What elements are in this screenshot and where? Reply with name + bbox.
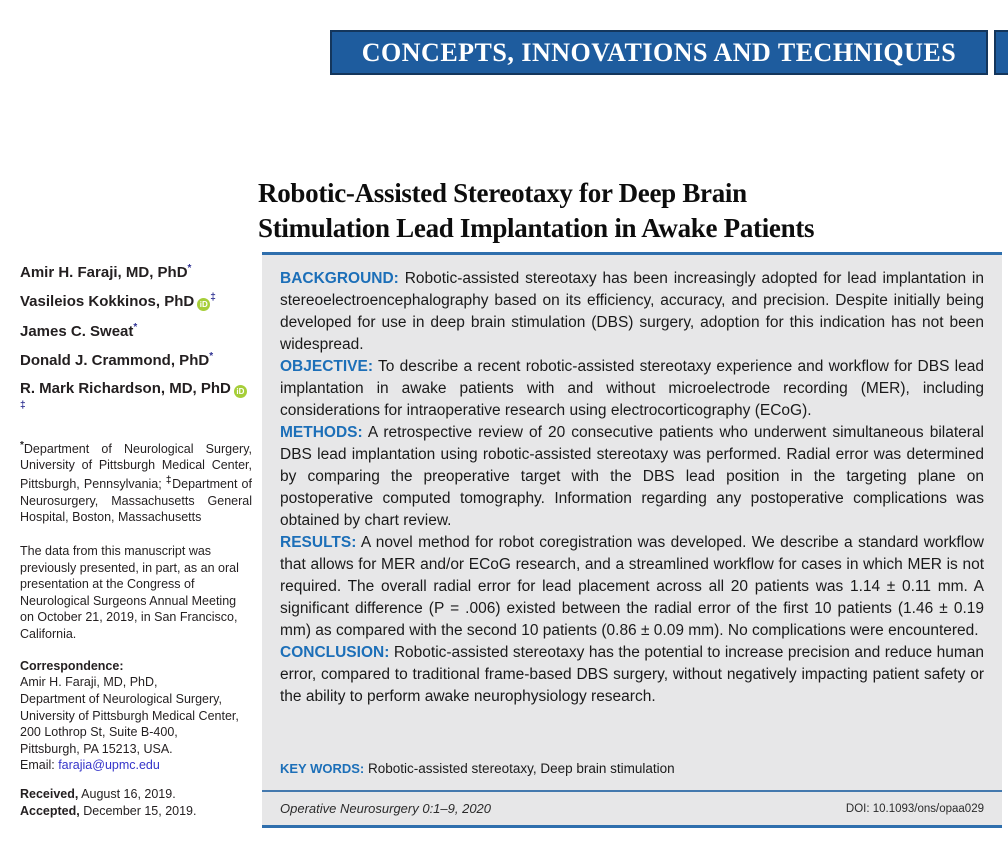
correspondence-block xyxy=(20,658,252,774)
abstract-section-objective xyxy=(280,356,984,422)
author-name: Vasileios Kokkinos, PhD xyxy=(20,293,195,311)
abstract-section-text: Robotic-assisted stereotaxy has the potential to increase precision and reduce human error, compared to traditional frame-based DBS surgery, without negatively impacting patient safety or the ability to perform awake neurophysiology research. xyxy=(280,644,984,705)
author-name: R. Mark Richardson, MD, PhD xyxy=(20,380,231,397)
article-title: Robotic-Assisted Stereotaxy for Deep Brain Stimulation Lead Implantation in Awake Patients xyxy=(258,178,815,243)
affiliation-marker: * xyxy=(209,350,214,362)
author-line xyxy=(20,262,252,283)
article-meta-column xyxy=(20,262,252,819)
affiliation-marker: ‡ xyxy=(210,292,216,304)
correspondence-label: Correspondence: xyxy=(20,658,124,673)
abstract-section-text: A novel method for robot coregistration was developed. We describe a standard workflow that allows for MER and/or ECoG research, and a streamlined workflow for cases in which MER is not required. The overall radial error for lead placement across all 20 patients was 1.14 ± 0.11 mm. A significant difference (P = .006) existed between the radial error of the first 10 patients (1.46 ± 0.19 mm) as compared with the second 10 patients (0.86 ± 0.09 mm). No complications were encountered. xyxy=(280,534,984,639)
received-label: Received, xyxy=(20,787,79,802)
affiliation-marker: * xyxy=(133,321,138,333)
affiliation-marker: ‡ xyxy=(20,400,26,412)
abstract-section-label: BACKGROUND: xyxy=(280,270,399,287)
affiliation-text: Department of Neurological Surgery, University of Pittsburgh Medical Center, Pittsburgh, Pennsylvania; xyxy=(20,441,252,492)
received-date: August 16, 2019. xyxy=(78,787,176,802)
author-line xyxy=(20,350,252,371)
author-line xyxy=(20,321,252,342)
accepted-line xyxy=(20,803,252,820)
keywords-label: KEY WORDS: xyxy=(280,761,365,776)
abstract-section-text: To describe a recent robotic-assisted stereotaxy experience and workflow for DBS lead implantation in awake patients with and without microelectrode recording (MER), including considerations for intraoperative research using electrocorticography (ECoG). xyxy=(280,358,984,419)
abstract-section-label: OBJECTIVE: xyxy=(280,358,374,375)
abstract-section-results xyxy=(280,532,984,642)
affiliation-marker: * xyxy=(187,263,192,274)
journal-section-banner xyxy=(330,30,988,75)
author-name: Donald J. Crammond, PhD xyxy=(20,351,210,369)
author-line xyxy=(20,291,252,312)
orcid-icon: iD xyxy=(234,385,247,398)
author-name: Amir H. Faraji, MD, PhD xyxy=(20,264,188,281)
affiliations xyxy=(20,439,252,526)
correspondence-line: Amir H. Faraji, MD, PhD, xyxy=(20,675,158,690)
orcid-icon: iD xyxy=(197,298,210,311)
journal-section-banner-text: CONCEPTS, INNOVATIONS AND TECHNIQUES xyxy=(361,37,957,67)
abstract-section-label: RESULTS: xyxy=(280,534,357,551)
email-label: Email: xyxy=(20,758,59,773)
author-list xyxy=(20,262,252,421)
abstract-section-conclusion xyxy=(280,642,984,708)
abstract-content xyxy=(262,255,1002,748)
correspondence-line: Department of Neurological Surgery, xyxy=(20,691,222,706)
abstract-section-text: Robotic-assisted stereotaxy has been increasingly adopted for lead implantation in stereoelectroencephalography based on its efficiency, accuracy, and precision. Despite initially being developed for use in deep brain stimulation (DBS) surgery, adoption for this indication has not been widespread. xyxy=(280,270,984,353)
correspondence-line: University of Pittsburgh Medical Center, xyxy=(20,708,239,723)
journal-citation: Operative Neurosurgery 0:1–9, 2020 xyxy=(280,801,492,816)
doi-text: DOI: 10.1093/ons/opaa029 xyxy=(845,802,984,815)
presentation-note: The data from this manuscript was previously presented, in part, as an oral presentation at the Congress of Neurological Surgeons Annual Meeting on October 21, 2019, in San Francisco, California. xyxy=(20,543,239,642)
correspondence-email-line xyxy=(20,757,252,774)
keywords-row xyxy=(262,748,1002,790)
abstract-box xyxy=(262,252,1002,828)
banner-edge-notch xyxy=(994,30,1008,75)
abstract-section-background xyxy=(280,268,984,356)
correspondence-line: 200 Lothrop St, Suite B-400, xyxy=(20,725,178,740)
affiliation-marker: ‡ xyxy=(165,474,173,486)
correspondence-line: Pittsburgh, PA 15213, USA. xyxy=(20,741,173,756)
abstract-section-label: METHODS: xyxy=(280,424,363,441)
accepted-date: December 15, 2019. xyxy=(79,803,197,818)
dates-block xyxy=(20,786,252,819)
citation-footer xyxy=(262,790,1002,825)
email-link[interactable]: farajia@upmc.edu xyxy=(58,758,160,773)
author-line xyxy=(20,379,252,421)
affiliation-marker: * xyxy=(20,439,24,451)
abstract-section-label: CONCLUSION: xyxy=(280,644,390,661)
affiliation-text: Department of Neurosurgery, Massachusetts General Hospital, Boston, Massachusetts xyxy=(20,477,252,525)
abstract-section-methods xyxy=(280,422,984,532)
accepted-label: Accepted, xyxy=(20,803,80,818)
abstract-section-text: A retrospective review of 20 consecutive patients who underwent simultaneous bilateral DBS lead implantation using robotic-assisted stereotaxy was performed. Radial error was determined by comparing the preoperative target with the DBS lead position in the targeting plane on postoperative computed tomography. Information regarding any postoperative complications was obtained by chart review. xyxy=(280,424,984,529)
author-name: James C. Sweat xyxy=(20,322,134,340)
received-line xyxy=(20,786,252,803)
keywords-text: Robotic-assisted stereotaxy, Deep brain stimulation xyxy=(364,761,675,776)
